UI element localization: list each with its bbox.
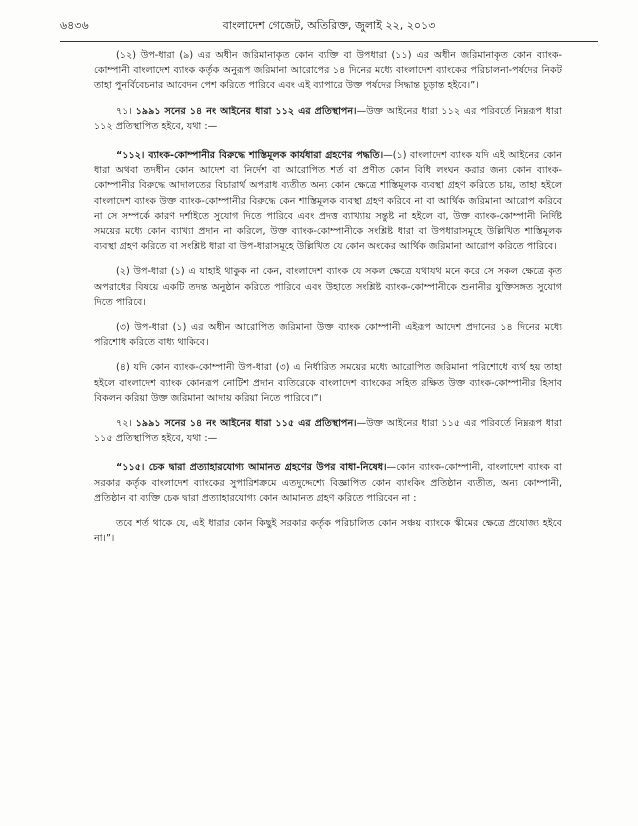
amendment-72-title: ১৯৯১ সনের ১৪ নং আইনের ধারা ১১৫ এর প্রতিস্থাপন। bbox=[135, 418, 357, 430]
amendment-71-number: ৭১। bbox=[116, 105, 132, 117]
page-header bbox=[60, 17, 598, 37]
section-115-text: —কোন ব্যাংক-কোম্পানী, বাংলাদেশ ব্যাংক বা সরকার কর্তৃক বাংলাদেশ ব্যাংকের সুপারিশক্রমে এতদুদ্দেশ্যে বিজ্ঞাপিত কোন ব্যাংকিং প্রতিষ্ঠান ব্যতীত, অন্য কোম্পানী, প্রতিষ্ঠান বা ব্যক্তি চেক দ্বারা প্রত্যাহারযোগ্য কোন আমানত গ্রহণ করিতে পারিবেন না : bbox=[94, 462, 562, 504]
amendment-71-text: —উক্ত আইনের ধারা ১১২ এর পরিবর্তে নিম্নরূপ ধারা ১১২ প্রতিস্থাপিত হইবে, যথা :— bbox=[94, 105, 562, 132]
section-115-title: “১১৫। চেক দ্বারা প্রত্যাহারযোগ্য আমানত গ্রহণের উপর বাধা-নিষেধ। bbox=[116, 462, 387, 474]
amendment-72-text: —উক্ত আইনের ধারা ১১৫ এর পরিবর্তে নিম্নরূপ ধারা ১১৫ প্রতিস্থাপিত হইবে, যথা :— bbox=[94, 418, 562, 445]
section-112-subsection-4: (৪) যদি কোন ব্যাংক-কোম্পানী উপ-ধারা (৩) এ নির্ধারিত সময়ের মধ্যে আরোপিত জরিমানা পরিশোধে ব্যর্থ হয় তাহা হইলে বাংলাদেশ ব্যাংক কোনরূপ নোটিশ প্রদান ব্যতিরেকে বাংলাদেশ ব্যাংকের সহিত রক্ষিত উক্ত ব্যাংক-কোম্পানীর হিসাব বিকলন করিয়া উক্ত জরিমানা আদায় করিয়া নিতে পারিবে।”। bbox=[94, 362, 562, 404]
page-number: ৬৪৩৬ bbox=[60, 19, 89, 32]
amendment-71 bbox=[94, 104, 562, 134]
section-112-subsection-3: (৩) উপ-ধারা (১) এর অধীন আরোপিত জরিমানা উক্ত ব্যাংক কোম্পানী এইরূপ আদেশ প্রদানের ১৪ দিনের মধ্যে পরিশোধ করিতে বাধ্য থাকিবে। bbox=[94, 322, 562, 349]
section-115-proviso: তবে শর্ত থাকে যে, এই ধারার কোন কিছুই সরকার কর্তৃক পরিচালিত কোন সঞ্চয় ব্যাংকে স্কীমের ক্ষেত্রে প্রযোজ্য হইবে না।”। bbox=[94, 518, 562, 545]
section-112-subsection-1: —(১) বাংলাদেশ ব্যাংক যদি এই আইনের কোন ধারা অথবা তদধীন কোন আদেশ বা নির্দেশ বা আরোপিত শর্ত বা প্রণীত কোন বিধি লংঘন করার জন্য কোন ব্যাংক-কোম্পানীর বিরুদ্ধে আদালতের বিচারার্থ অপরাধ ব্যতীত অন্য কোন ক্ষেত্রে শাস্তিমূলক ব্যবস্থা গ্রহণ করিতে চায়, তাহা হইলে বাংলাদেশ ব্যাংক উক্ত ব্যাংক-কোম্পানীর বিরুদ্ধে কেন শাস্তিমূলক ব্যবস্থা গ্রহণ করিবে না বা আর্থিক জরিমানা আরোপ করিবে না সে সম্পর্কে কারণ দর্শাইতে সুযোগ দিতে পারিবে এবং প্রদত্ত ব্যাখ্যায় সন্তুষ্ট না হইলে বা, উক্ত ব্যাংক-কোম্পানী নির্দিষ্ট সময়ের মধ্যে কোন ব্যাখ্যা প্রদান না করিলে, উক্ত ব্যাংক-কোম্পানীকে সংশ্লিষ্ট ধারা বা উপধারাসমূহে উল্লিখিত শাস্তিমূলক ব্যবস্থা গ্রহণ করিতে বা সংশ্লিষ্ট ধারা বা উপ-ধারাসমূহে উল্লিখিত যে কোন অংকের আর্থিক জরিমানা আরোপ করিতে পারিবে। bbox=[94, 150, 562, 253]
section-112 bbox=[94, 148, 562, 254]
amendment-72 bbox=[94, 416, 562, 446]
gazette-title: বাংলাদেশ গেজেট, অতিরিক্ত, জুলাই ২২, ২০১৩ bbox=[222, 19, 436, 32]
section-112-title: “১১২। ব্যাংক-কোম্পানীর বিরুদ্ধে শাস্তিমূলক কার্যধারা গ্রহণের পদ্ধতি। bbox=[116, 150, 384, 162]
subsection-12: (১২) উপ-ধারা (৯) এর অধীন জরিমানাকৃত কোন ব্যক্তি বা উপধারা (১১) এর অধীন জরিমানাকৃত কোন ব্যাংক-কোম্পানী বাংলাদেশ ব্যাংক কর্তৃক অনুরূপ জরিমানা আরোপের ১৪ দিনের মধ্যে বাংলাদেশ ব্যাংকের পরিচালনা-পর্ষদের নিকট তাহা পুনর্বিবেচনার আবেদন পেশ করিতে পারিবে এবং এই ব্যাপারে উক্ত পর্ষদের সিদ্ধান্ত চূড়ান্ত হইবে।”। bbox=[94, 50, 562, 92]
header-rule bbox=[60, 41, 598, 42]
section-115 bbox=[94, 460, 562, 506]
page-body bbox=[94, 48, 562, 546]
amendment-71-title: ১৯৯১ সনের ১৪ নং আইনের ধারা ১১২ এর প্রতিস্থাপন। bbox=[135, 105, 357, 117]
amendment-72-number: ৭২। bbox=[116, 418, 132, 430]
section-112-subsection-2: (২) উপ-ধারা (১) এ যাহাই থাকুক না কেন, বাংলাদেশ ব্যাংক যে সকল ক্ষেত্রে যথাযথ মনে করে সে সকল ক্ষেত্রে কৃত অপরাধের বিষয়ে একটি তদন্ত অনুষ্ঠান করিতে পারিবে এবং উহাতে সংশ্লিষ্ট ব্যাংক-কোম্পানীকে শুনানীর যুক্তিসঙ্গত সুযোগ দিতে পারিবে। bbox=[94, 266, 562, 308]
